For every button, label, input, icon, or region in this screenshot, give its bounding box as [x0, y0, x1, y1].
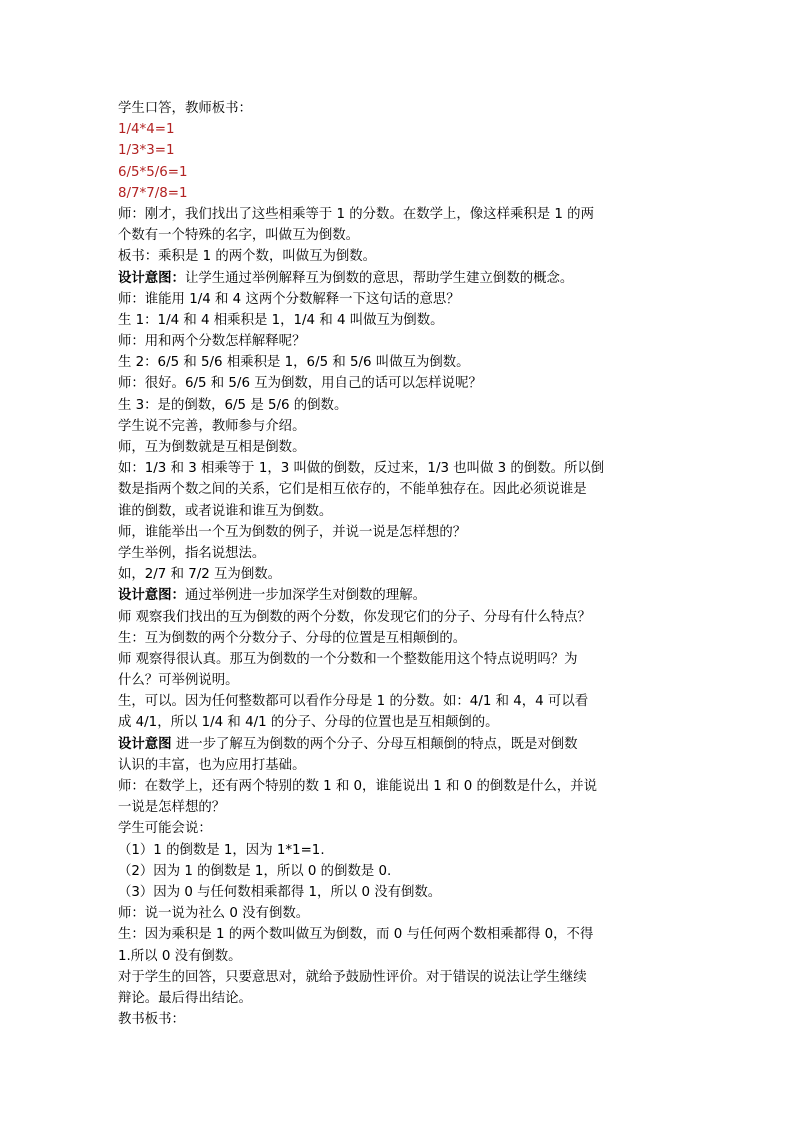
- text-line: [118, 140, 680, 161]
- text-line: [118, 840, 680, 861]
- line-text: 6/5*5/6=1: [118, 164, 188, 180]
- line-text: 师，互为倒数就是互相是倒数。: [118, 440, 306, 455]
- text-line: [118, 352, 680, 373]
- text-line: [118, 776, 680, 797]
- line-text: 什么？可举例说明。: [118, 673, 239, 689]
- line-text: 学生举例，指名说想法。: [118, 545, 266, 561]
- line-text: 师，谁能举出一个互为倒数的例子，并说一说是怎样想的？: [118, 524, 467, 540]
- text-line: [118, 268, 680, 289]
- text-line: [118, 585, 680, 606]
- text-line: [118, 416, 680, 437]
- line-text: （3）因为 0 与任何数相乘都得 1，所以 0 没有倒数。: [118, 884, 442, 900]
- text-line: [118, 331, 680, 352]
- line-text: 辩论。最后得出结论。: [118, 990, 252, 1006]
- text-line: [118, 967, 680, 988]
- text-line: [118, 946, 680, 967]
- text-line: [118, 712, 680, 733]
- line-text: 成 4/1，所以 1/4 和 4/1 的分子、分母的位置也是互相颠倒的。: [118, 715, 499, 731]
- line-text: 师 观察我们找出的互为倒数的两个分数，你发现它们的分子、分母有什么特点？: [118, 609, 591, 625]
- text-line: [118, 903, 680, 924]
- text-line: [118, 183, 680, 204]
- line-text: 谁的倒数，或者说谁和谁互为倒数。: [118, 503, 333, 519]
- line-text: 教书板书：: [118, 1012, 185, 1028]
- text-line: [118, 861, 680, 882]
- line-text: 1/4*4=1: [118, 122, 175, 138]
- line-text: 师：说一说为社么 0 没有倒数。: [118, 906, 310, 922]
- line-text: 如，2/7 和 7/2 互为倒数。: [118, 567, 281, 583]
- line-text: 师：刚才，我们找出了这些相乘等于 1 的分数。在数学上，像这样乘积是 1 的两: [118, 206, 594, 222]
- text-line: [118, 458, 680, 479]
- text-line: [118, 734, 680, 755]
- line-text: （1）1 的倒数是 1，因为 1*1=1.: [118, 842, 325, 858]
- text-line: [118, 437, 680, 458]
- line-text: 个数有一个特殊的名字，叫做互为倒数。: [118, 228, 360, 244]
- line-text: 板书：乘积是 1 的两个数，叫做互为倒数。: [118, 249, 377, 265]
- line-text: 对于学生的回答，只要意思对，就给予鼓励性评价。对于错误的说法让学生继续: [118, 969, 587, 985]
- text-line: [118, 628, 680, 649]
- line-text: 生：互为倒数的两个分数分子、分母的位置是互相颠倒的。: [118, 630, 467, 646]
- text-line: [118, 543, 680, 564]
- line-text: 师 观察得很认真。那互为倒数的一个分数和一个整数能用这个特点说明吗？为: [118, 651, 578, 667]
- line-text: 生：因为乘积是 1 的两个数叫做互为倒数，而 0 与任何两个数相乘都得 0，不得: [118, 927, 594, 943]
- line-text: （2）因为 1 的倒数是 1，所以 0 的倒数是 0.: [118, 863, 392, 879]
- text-line: [118, 797, 680, 818]
- design-intent-label: 设计意图：: [118, 588, 185, 604]
- text-line: [118, 649, 680, 670]
- line-text: 通过举例进一步加深学生对倒数的理解。: [184, 588, 426, 604]
- text-line: [118, 755, 680, 776]
- text-line: [118, 373, 680, 394]
- text-line: [118, 818, 680, 839]
- text-line: [118, 204, 680, 225]
- text-line: [118, 691, 680, 712]
- text-line: [118, 564, 680, 585]
- text-line: [118, 225, 680, 246]
- line-text: 生 3：是的倒数，6/5 是 5/6 的倒数。: [118, 397, 348, 413]
- line-text: 数是指两个数之间的关系，它们是相互依存的，不能单独存在。因此必须说谁是: [118, 482, 587, 498]
- text-line: [118, 522, 680, 543]
- design-intent-label: 设计意图：: [118, 270, 185, 286]
- text-line: [118, 670, 680, 691]
- line-text: 认识的丰富，也为应用打基础。: [118, 757, 306, 773]
- text-line: [118, 162, 680, 183]
- line-text: 生 1：1/4 和 4 相乘积是 1，1/4 和 4 叫做互为倒数。: [118, 312, 444, 328]
- text-line: [118, 479, 680, 500]
- text-line: [118, 395, 680, 416]
- text-line: [118, 310, 680, 331]
- text-line: [118, 882, 680, 903]
- line-text: 学生口答，教师板书：: [118, 101, 252, 116]
- line-text: 学生可能会说：: [118, 821, 212, 837]
- text-line: [118, 119, 680, 140]
- text-line: [118, 988, 680, 1009]
- line-text: 师：很好。6/5 和 5/6 互为倒数，用自己的话可以怎样说呢？: [118, 376, 482, 392]
- text-line: [118, 501, 680, 522]
- text-line: [118, 1009, 680, 1030]
- line-text: 师：用和两个分数怎样解释呢？: [118, 334, 306, 350]
- line-text: 让学生通过举例解释互为倒数的意思，帮助学生建立倒数的概念。: [184, 270, 574, 286]
- text-line: [118, 924, 680, 945]
- line-text: 进一步了解互为倒数的两个分子、分母互相颠倒的特点，既是对倒数: [171, 736, 578, 752]
- line-text: 一说是怎样想的？: [118, 800, 226, 816]
- text-line: [118, 246, 680, 267]
- line-text: 如：1/3 和 3 相乘等于 1，3 叫做的倒数，反过来，1/3 也叫做 3 的倒数。所以倒: [118, 461, 605, 477]
- line-text: 生，可以。因为任何整数都可以看作分母是 1 的分数。如：4/1 和 4，4 可以看: [118, 694, 589, 710]
- line-text: 学生说不完善，教师参与介绍。: [118, 418, 306, 434]
- text-line: [118, 607, 680, 628]
- text-line: [118, 98, 680, 119]
- document-body: [118, 98, 680, 1030]
- line-text: 师：在数学上，还有两个特别的数 1 和 0，谁能说出 1 和 0 的倒数是什么，并说: [118, 779, 597, 794]
- line-text: 1.所以 0 没有倒数。: [118, 948, 242, 964]
- line-text: 1/3*3=1: [118, 143, 175, 159]
- design-intent-label: 设计意图: [118, 736, 172, 752]
- line-text: 师：谁能用 1/4 和 4 这两个分数解释一下这句话的意思？: [118, 291, 460, 307]
- text-line: [118, 289, 680, 310]
- line-text: 生 2：6/5 和 5/6 相乘积是 1，6/5 和 5/6 叫做互为倒数。: [118, 355, 470, 371]
- line-text: 8/7*7/8=1: [118, 185, 188, 201]
